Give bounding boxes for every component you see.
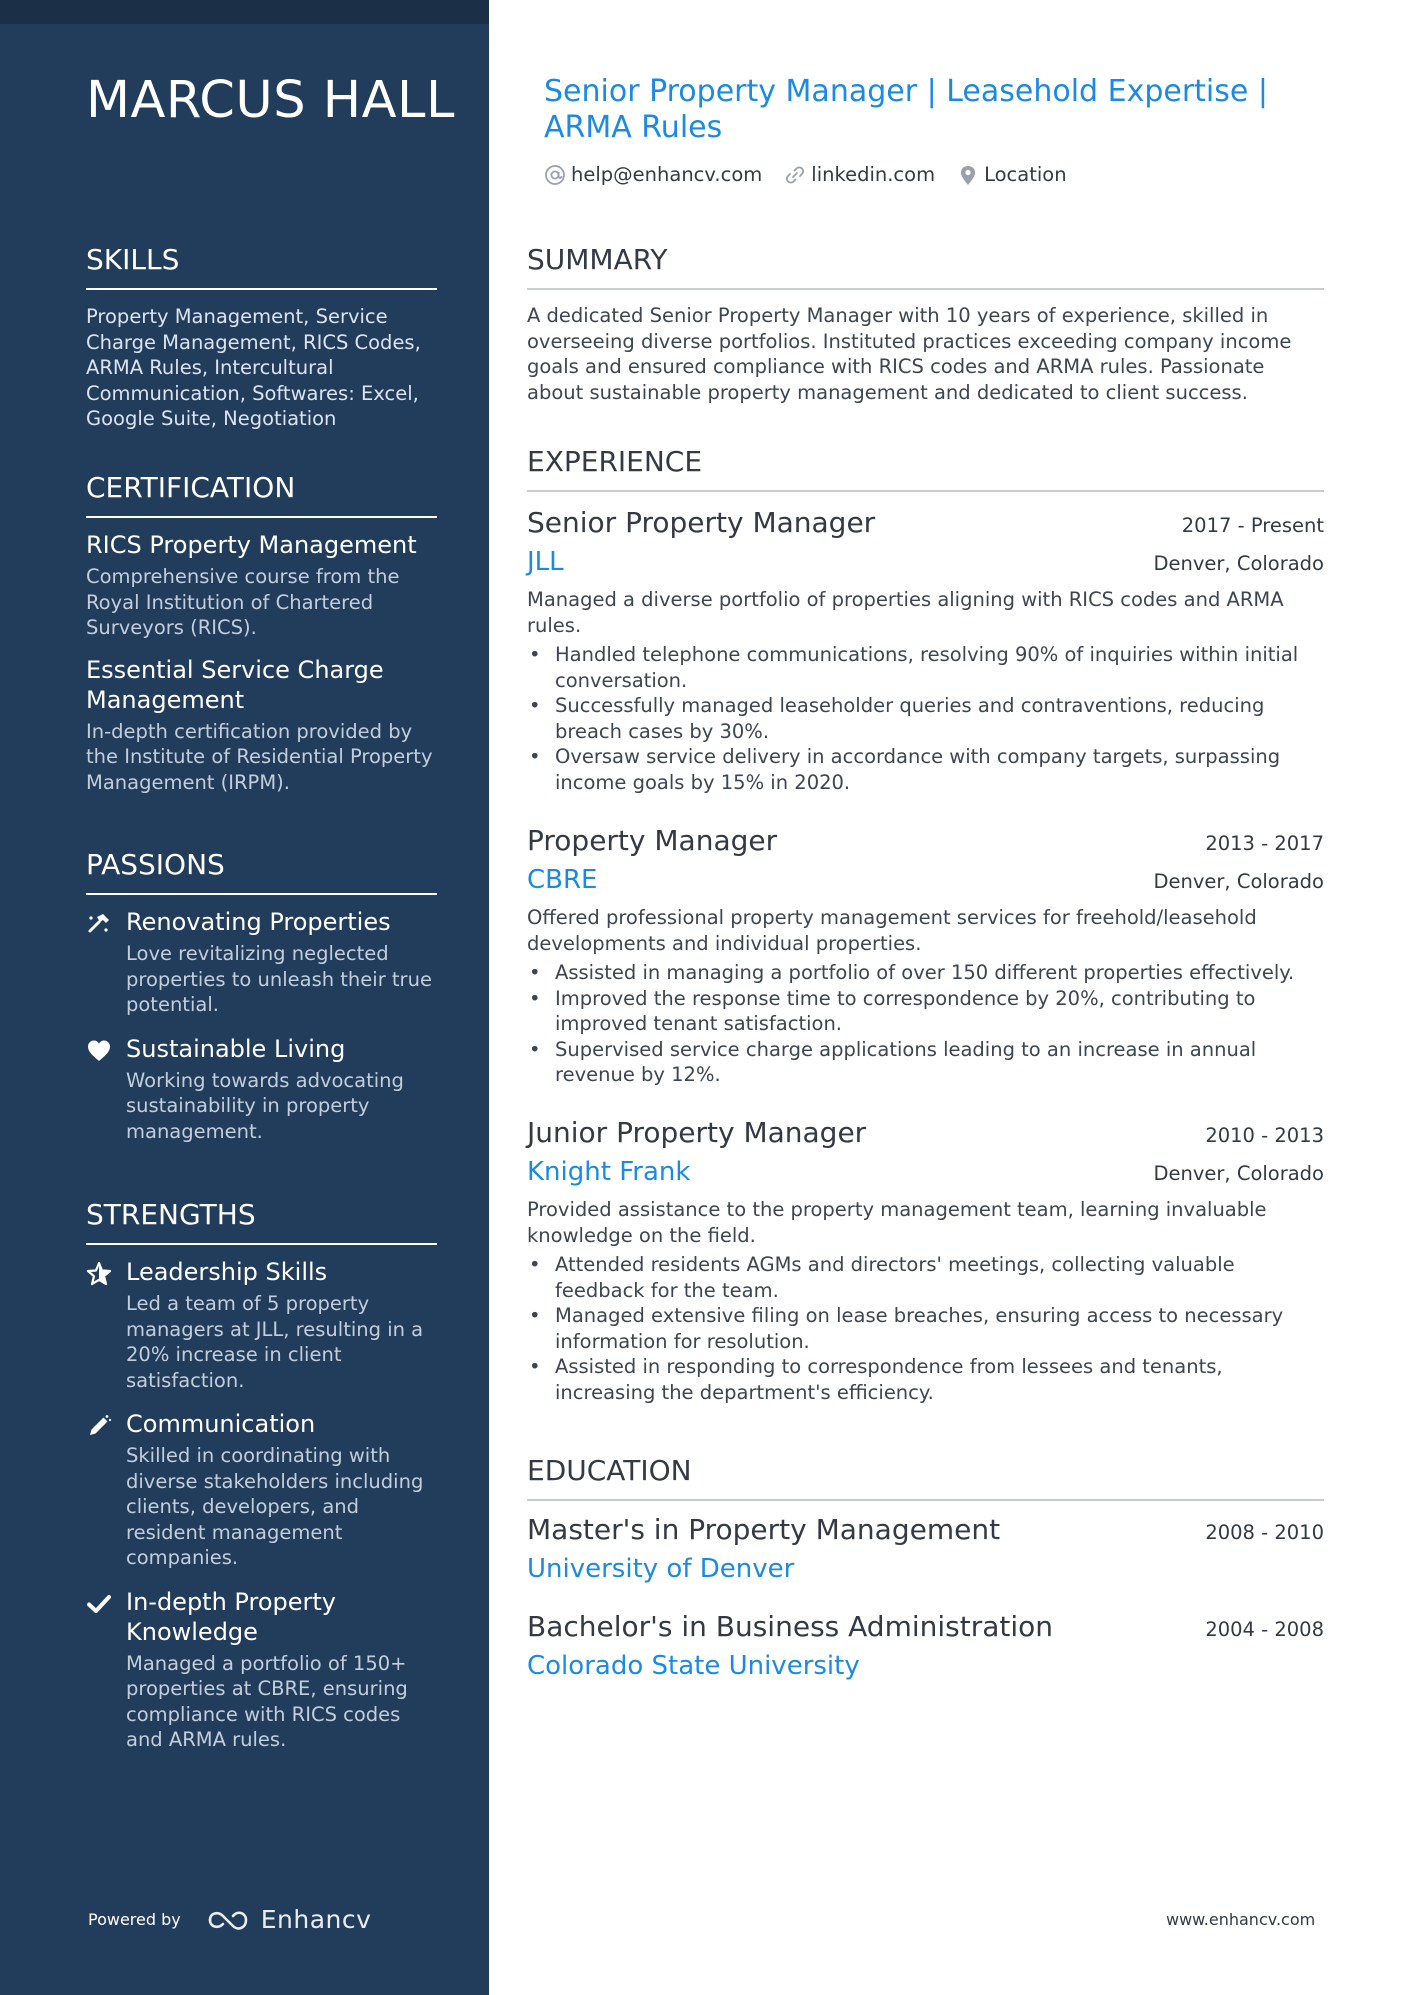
passion-title: Sustainable Living: [126, 1034, 346, 1063]
link-icon: [784, 164, 806, 186]
education-entry: [527, 1609, 1324, 1683]
powered-by: [88, 1905, 371, 1934]
job-description: Managed a diverse portfolio of properties aligning with RICS codes and ARMA rules.: [527, 588, 1284, 637]
passion-item: [86, 907, 437, 1018]
job-bullets: [527, 960, 1324, 1088]
job-bullet: • Improved the response time to correspondence by 20%, contributing to improved tenant satisfaction.: [527, 986, 1324, 1037]
company-name: Knight Frank: [527, 1157, 691, 1187]
job-bullet: • Managed extensive filing on lease breaches, ensuring access to necessary information for resolution.: [527, 1303, 1324, 1354]
job-bullet: • Supervised service charge applications leading to an increase in annual revenue by 12%.: [527, 1037, 1324, 1088]
certification-title: Essential Service Charge Management: [86, 655, 384, 714]
skills-section: [86, 242, 437, 432]
job-bullets: [527, 642, 1324, 795]
skills-text: Property Management, Service Charge Management, RICS Codes, ARMA Rules, Intercultural Communication, Softwares: Excel, Google Suite, Negotiation: [86, 305, 421, 430]
education-dates: 2004 - 2008: [1205, 1618, 1324, 1641]
website-link[interactable]: www.enhancv.com: [1166, 1910, 1316, 1929]
strength-title: Communication: [126, 1410, 316, 1438]
job-title: Junior Property Manager: [527, 1116, 867, 1149]
sidebar-top-bar: [0, 0, 489, 24]
email-contact[interactable]: [544, 163, 762, 186]
experience-heading: EXPERIENCE: [527, 444, 1324, 492]
strength-item: [86, 1257, 437, 1393]
heart-icon: [86, 1038, 112, 1064]
strength-title: Leadership Skills: [126, 1258, 328, 1286]
contact-bar: [544, 163, 1089, 186]
passions-section: [86, 847, 437, 1144]
strengths-section: [86, 1197, 437, 1753]
job-description: Offered professional property management services for freehold/leasehold developments and individual properties.: [527, 906, 1257, 955]
star-icon: [86, 1261, 112, 1287]
passion-item: [86, 1034, 437, 1145]
location-text: Location: [984, 163, 1067, 186]
certification-item: [86, 655, 437, 796]
email-text: help@enhancv.com: [571, 163, 763, 186]
job-entry: [527, 1115, 1324, 1405]
degree-title: Master's in Property Management: [527, 1513, 1001, 1546]
summary-text: A dedicated Senior Property Manager with 10 years of experience, skilled in overseeing diverse portfolios. Instituted practices exceeding company income goals and ensured compliance with RICS codes and ARMA rules. Passionate about sustainable property management and dedicated to client success.: [527, 304, 1292, 404]
education-heading: EDUCATION: [527, 1453, 1324, 1501]
summary-heading: SUMMARY: [527, 242, 1324, 290]
hammer-icon: [86, 911, 112, 937]
map-pin-icon: [957, 164, 979, 186]
education-entry: [527, 1512, 1324, 1586]
strength-title: In-depth Property Knowledge: [126, 1587, 336, 1646]
certification-heading: CERTIFICATION: [86, 470, 437, 518]
enhancv-logo-icon: [205, 1907, 251, 1933]
degree-title: Bachelor's in Business Administration: [527, 1610, 1054, 1643]
job-bullet: • Successfully managed leaseholder queries and contraventions, reducing breach cases by 30%.: [527, 693, 1324, 744]
enhancv-brand: Enhancv: [260, 1905, 372, 1934]
strength-desc: Skilled in coordinating with diverse stakeholders including clients, developers, and resident management companies.: [126, 1444, 424, 1569]
at-icon: [544, 164, 566, 186]
job-description: Provided assistance to the property management team, learning invaluable knowledge on the field.: [527, 1198, 1267, 1247]
location-contact: [957, 163, 1066, 186]
skills-heading: SKILLS: [86, 242, 437, 290]
candidate-name: MARCUS HALL: [86, 71, 455, 130]
job-bullet: • Handled telephone communications, resolving 90% of inquiries within initial conversation.: [527, 642, 1324, 693]
linkedin-contact[interactable]: [784, 163, 935, 186]
enhancv-logo[interactable]: [205, 1905, 372, 1934]
pencil-icon: [86, 1413, 112, 1439]
sidebar: [0, 0, 489, 1995]
main-content: [527, 0, 1324, 1995]
school-name: University of Denver: [527, 1554, 795, 1584]
job-bullets: [527, 1252, 1324, 1405]
strength-desc: Managed a portfolio of 150+ properties at CBRE, ensuring compliance with RICS codes and ARMA rules.: [126, 1651, 408, 1751]
strength-desc: Led a team of 5 property managers at JLL, resulting in a 20% increase in client satisfaction.: [126, 1292, 424, 1392]
certification-section: [86, 470, 437, 795]
strengths-heading: STRENGTHS: [86, 1197, 437, 1245]
certification-title: RICS Property Management: [86, 531, 417, 559]
strength-item: [86, 1587, 437, 1753]
job-entry: [527, 505, 1324, 795]
job-title: Senior Property Manager: [527, 506, 876, 539]
company-name: JLL: [527, 547, 564, 577]
passion-title: Renovating Properties: [126, 908, 391, 936]
job-location: Denver, Colorado: [1153, 552, 1324, 575]
school-name: Colorado State University: [527, 1651, 860, 1681]
job-bullet: • Assisted in responding to correspondence from lessees and tenants, increasing the department's efficiency.: [527, 1354, 1324, 1405]
powered-by-label: Powered by: [88, 1910, 181, 1929]
check-icon: [86, 1591, 112, 1617]
job-entry: [527, 823, 1324, 1088]
certification-desc: Comprehensive course from the Royal Institution of Chartered Surveyors (RICS).: [86, 565, 400, 639]
passions-heading: PASSIONS: [86, 847, 437, 895]
certification-desc: In-depth certification provided by the Institute of Residential Property Management (IRPM).: [86, 719, 433, 794]
job-location: Denver, Colorado: [1153, 1162, 1324, 1185]
job-bullet: • Assisted in managing a portfolio of over 150 different properties effectively.: [527, 960, 1324, 986]
job-dates: 2013 - 2017: [1205, 832, 1324, 855]
passion-desc: Love revitalizing neglected properties to unleash their true potential.: [126, 942, 432, 1016]
company-name: CBRE: [527, 865, 598, 895]
headline: Senior Property Manager | Leasehold Expertise | ARMA Rules: [544, 74, 1268, 145]
job-dates: 2010 - 2013: [1205, 1124, 1324, 1147]
job-location: Denver, Colorado: [1153, 870, 1324, 893]
linkedin-text: linkedin.com: [811, 163, 936, 186]
certification-item: [86, 530, 437, 641]
job-bullet: • Attended residents AGMs and directors' meetings, collecting valuable feedback for the team.: [527, 1252, 1324, 1303]
passion-desc: Working towards advocating sustainability in property management.: [126, 1068, 404, 1143]
job-dates: 2017 - Present: [1181, 514, 1324, 537]
education-dates: 2008 - 2010: [1205, 1521, 1324, 1544]
job-bullet: • Oversaw service delivery in accordance with company targets, surpassing income goals by 15% in 2020.: [527, 744, 1324, 795]
job-title: Property Manager: [527, 824, 778, 857]
strength-item: [86, 1409, 437, 1571]
